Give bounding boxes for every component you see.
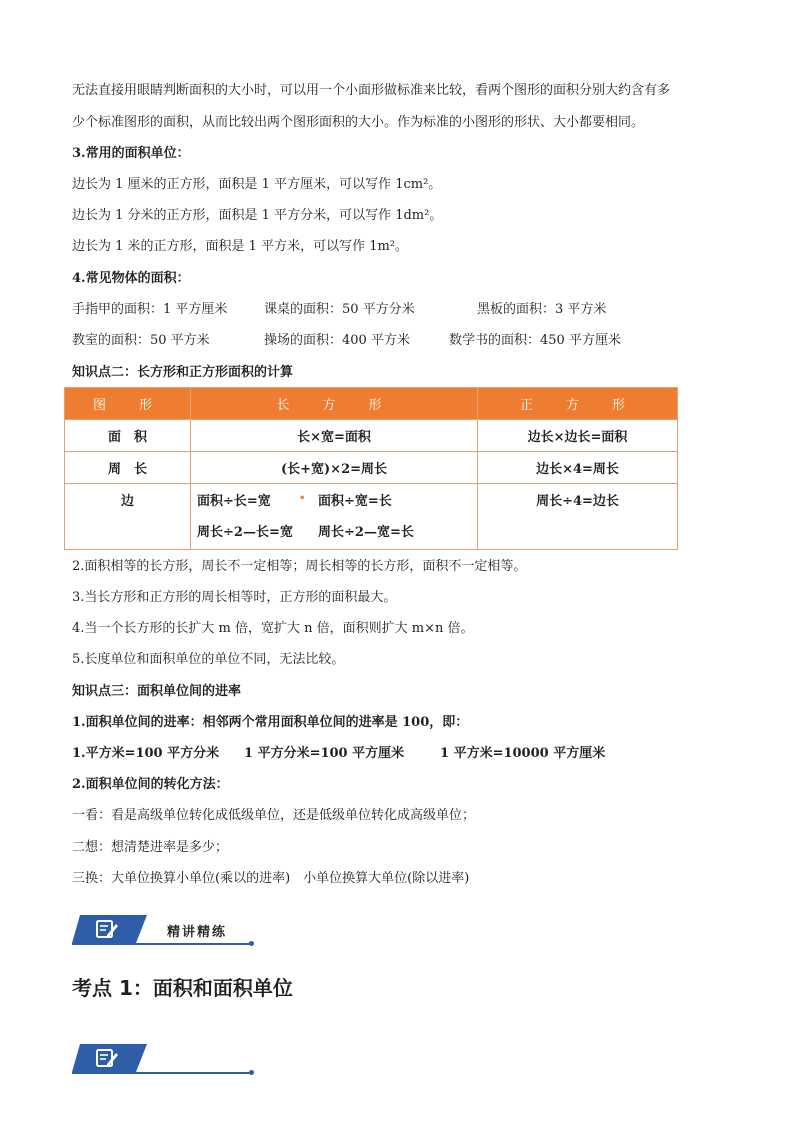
table-row <box>65 452 677 484</box>
notepad-pencil-icon <box>94 1047 120 1069</box>
common-item: 操场的面积：400 平方米 <box>264 333 410 348</box>
common-item: 课桌的面积：50 平方分米 <box>264 302 415 317</box>
section-title: 考点 1：面积和面积单位 <box>72 976 293 1000</box>
common-row-1 <box>72 301 692 319</box>
unit-item-dm: 边长为 1 分米的正方形，面积是 1 平方分米，可以写作 1dm²。 <box>72 208 443 223</box>
common-item: 数学书的面积：450 平方厘米 <box>449 333 621 348</box>
table-cell: 边长×边长=面积 <box>527 430 628 445</box>
table-header-cell: 长 方 形 <box>191 388 478 419</box>
table-cell: 面 积 <box>65 420 191 451</box>
formula-text: 周长÷2—宽=长 <box>318 525 414 540</box>
common-row-2 <box>72 332 692 350</box>
banner-underline <box>72 1072 252 1074</box>
table-cell: 长×宽=面积 <box>191 420 478 451</box>
table-header-row <box>65 388 677 420</box>
table-cell: (长+宽)×2=周长 <box>191 452 478 483</box>
formula-text: 面积÷宽=长 <box>318 494 392 509</box>
common-item: 教室的面积：50 平方米 <box>72 333 210 348</box>
k3-sub1: 1.面积单位间的进率：相邻两个常用面积单位间的进率是 100，即： <box>72 715 469 730</box>
k2-point: 3.当长方形和正方形的周长相等时，正方形的面积最大。 <box>72 590 397 605</box>
k2-point: 2.面积相等的长方形，周长不一定相等；周长相等的长方形，面积不一定相等。 <box>72 559 527 574</box>
common-item: 黑板的面积：3 平方米 <box>477 302 607 317</box>
formula-text: 面积÷长=宽 <box>197 494 271 509</box>
k3-sub2: 2.面积单位间的转化方法： <box>72 777 229 792</box>
common-item: 手指甲的面积：1 平方厘米 <box>72 302 228 317</box>
table-cell: 周长÷4=边长 <box>536 494 619 509</box>
common-heading: 4.常见物体的面积： <box>72 271 190 286</box>
banner-label: 精讲精练 <box>167 925 228 940</box>
k3-step: 一看：看是高级单位转化成低级单位，还是低级单位转化成高级单位； <box>72 808 476 823</box>
section-banner-jingjiang <box>72 915 254 947</box>
k3-heading: 知识点三：面积单位间的进率 <box>72 684 242 699</box>
table-cell-multi <box>191 484 478 549</box>
k2-heading: 知识点二：长方形和正方形面积的计算 <box>72 365 294 380</box>
banner-end-dot <box>249 941 254 946</box>
table-cell: 边长×4=周长 <box>536 462 619 477</box>
rate-item: 1.平方米=100 平方分米 <box>72 746 220 761</box>
banner-end-dot <box>249 1070 254 1075</box>
k2-point: 5.长度单位和面积单位的单位不同，无法比较。 <box>72 652 345 667</box>
formula-text: 周长÷2—长=宽 <box>197 525 293 540</box>
formula-table <box>64 387 678 550</box>
units-heading: 3.常用的面积单位： <box>72 146 190 161</box>
k3-rates-row <box>72 745 692 763</box>
unit-item-m: 边长为 1 米的正方形，面积是 1 平方米，可以写作 1m²。 <box>72 239 409 254</box>
table-row <box>65 420 677 452</box>
table-header-cell: 正 方 形 <box>519 398 635 413</box>
section-banner-2 <box>72 1044 254 1076</box>
notepad-pencil-icon <box>94 918 120 940</box>
intro-line-2: 少个标准图形的面积，从而比较出两个图形面积的大小。作为标准的小图形的形状、大小都要相同。 <box>72 115 645 130</box>
intro-line-1: 无法直接用眼睛判断面积的大小时，可以用一个小面形做标准来比较，看两个图形的面积分别大约含有多 <box>72 83 671 98</box>
rate-item: 1 平方分米=100 平方厘米 <box>244 746 405 761</box>
table-cell: 边 <box>65 484 191 549</box>
decor-dot: • <box>299 493 306 504</box>
banner-underline <box>72 943 252 945</box>
table-cell: 周 长 <box>65 452 191 483</box>
table-row <box>65 484 677 549</box>
k3-step: 二想：想清楚进率是多少； <box>72 840 229 855</box>
k3-step: 三换：大单位换算小单位(乘以的进率) 小单位换算大单位(除以进率) <box>72 871 470 886</box>
rate-item: 1 平方米=10000 平方厘米 <box>440 746 606 761</box>
k2-point: 4.当一个长方形的长扩大 m 倍，宽扩大 n 倍，面积则扩大 m×n 倍。 <box>72 621 474 636</box>
table-header-cell: 图 形 <box>65 388 191 419</box>
unit-item-cm: 边长为 1 厘米的正方形，面积是 1 平方厘米，可以写作 1cm²。 <box>72 177 442 192</box>
